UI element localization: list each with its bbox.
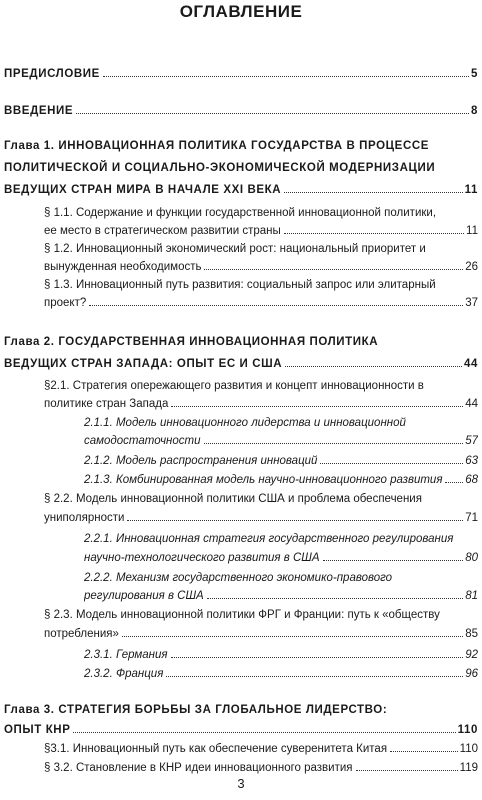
toc-page-number: 8 — [471, 105, 478, 117]
toc-leader-dots — [204, 269, 463, 270]
toc-entry-text: проект? — [44, 297, 87, 309]
toc-section-1-2-line-1: § 1.2. Инновационный экономический рост: национальный приоритет и — [44, 243, 426, 255]
toc-entry-section-3-1[interactable] — [44, 740, 478, 758]
toc-page-number: 71 — [465, 512, 478, 524]
toc-entry-chapter-3[interactable] — [4, 721, 478, 739]
toc-entry-text: ВЕДУЩИХ СТРАН МИРА В НАЧАЛЕ XXI ВЕКА — [4, 184, 282, 196]
toc-page-number: 92 — [465, 649, 478, 661]
toc-chapter-1-line-1: Глава 1. ИННОВАЦИОННАЯ ПОЛИТИКА ГОСУДАРСТВА В ПРОЦЕССЕ — [4, 140, 430, 152]
toc-leader-dots — [207, 598, 463, 599]
toc-leader-dots — [166, 676, 463, 677]
toc-section-2-3-line-1: § 2.3. Модель инновационной политики ФРГ и Франции: путь к «обществу — [44, 609, 440, 621]
toc-entry-text: ВВЕДЕНИЕ — [4, 105, 74, 117]
toc-entry-subsection-2-1-2[interactable] — [84, 452, 478, 470]
toc-entry-subsection-2-1-1[interactable] — [84, 432, 478, 450]
toc-leader-dots — [356, 770, 458, 771]
toc-subsection-2-1-1-line-1: 2.1.1. Модель инновационного лидерства и инновационной — [84, 417, 406, 429]
toc-page-number: 44 — [464, 358, 478, 370]
toc-page-number: 57 — [465, 435, 478, 447]
toc-page-number: 119 — [459, 762, 478, 774]
toc-entry-subsection-2-3-2[interactable] — [84, 665, 478, 683]
toc-subsection-2-2-1-line-1: 2.2.1. Инновационная стратегия государственного регулирования — [84, 533, 454, 545]
toc-page-number: 81 — [465, 590, 478, 602]
toc-leader-dots — [171, 406, 463, 407]
toc-entry-subsection-2-3-1[interactable] — [84, 646, 478, 664]
toc-page-number: 63 — [465, 455, 478, 467]
toc-leader-dots — [171, 657, 464, 658]
toc-entry-text: 2.3.1. Германия — [84, 649, 168, 661]
toc-entry-text: 2.3.2. Франция — [84, 668, 164, 680]
toc-entry-text: 2.1.2. Модель распространения инноваций — [84, 455, 318, 467]
toc-leader-dots — [320, 463, 463, 464]
toc-leader-dots — [76, 113, 469, 114]
toc-entry-text: самодостаточности — [84, 435, 201, 447]
toc-page-number: 11 — [464, 184, 478, 196]
toc-entry-preface[interactable] — [4, 65, 478, 83]
toc-entry-section-3-2[interactable] — [44, 759, 478, 777]
toc-entry-subsection-2-2-2[interactable] — [84, 587, 478, 605]
toc-leader-dots — [445, 482, 463, 483]
toc-chapter-3-line-1: Глава 3. СТРАТЕГИЯ БОРЬБЫ ЗА ГЛОБАЛЬНОЕ ЛИДЕРСТВО: — [4, 704, 388, 716]
toc-entry-text: политике стран Запада — [44, 398, 169, 410]
toc-entry-text: ВЕДУЩИХ СТРАН ЗАПАДА: ОПЫТ ЕС И США — [4, 358, 283, 370]
toc-section-1-1-line-1: § 1.1. Содержание и функции государственной инновационной политики, — [44, 207, 437, 219]
toc-entry-subsection-2-2-1[interactable] — [84, 549, 478, 567]
toc-section-1-3-line-1: § 1.3. Инновационный путь развития: социальный запрос или элитарный — [44, 279, 436, 291]
toc-page-number: 110 — [457, 724, 478, 736]
toc-entry-text: вынужденная необходимость — [44, 261, 202, 273]
toc-entry-subsection-2-1-3[interactable] — [84, 471, 478, 489]
toc-leader-dots — [122, 636, 463, 637]
toc-leader-dots — [89, 305, 463, 306]
toc-chapter-2-line-1: Глава 2. ГОСУДАРСТВЕННАЯ ИННОВАЦИОННАЯ ПОЛИТИКА — [4, 336, 379, 348]
toc-section-2-2-line-1: § 2.2. Модель инновационной политики США и проблема обеспечения — [44, 493, 422, 505]
toc-page-number: 68 — [465, 474, 478, 486]
toc-entry-text: ОПЫТ КНР — [4, 724, 71, 736]
toc-leader-dots — [323, 560, 464, 561]
toc-page-number: 37 — [465, 297, 478, 309]
toc-chapter-1-line-2: ПОЛИТИЧЕСКОЙ И СОЦИАЛЬНО-ЭКОНОМИЧЕСКОЙ МОДЕРНИЗАЦИИ — [4, 162, 436, 174]
page-number: 3 — [237, 776, 245, 791]
toc-entry-text: §3.1. Инновационный путь как обеспечение суверенитета Китая — [44, 743, 388, 755]
toc-leader-dots — [127, 520, 463, 521]
toc-entry-text: научно-технологического развития в США — [84, 552, 320, 564]
toc-page-number: 96 — [465, 668, 478, 680]
toc-entry-section-2-1[interactable] — [44, 395, 478, 413]
toc-section-2-1-line-1: §2.1. Стратегия опережающего развития и концепт инновационности в — [44, 380, 424, 392]
toc-entry-text: § 3.2. Становление в КНР идеи инновационного развития — [44, 762, 353, 774]
toc-page-number: 5 — [471, 68, 478, 80]
toc-page-number: 11 — [466, 225, 478, 237]
toc-entry-section-1-1[interactable] — [44, 222, 478, 240]
toc-leader-dots — [284, 192, 462, 193]
toc-entry-section-1-2[interactable] — [44, 258, 478, 276]
toc-subsection-2-2-2-line-1: 2.2.2. Механизм государственного экономико-правового — [84, 572, 393, 584]
toc-leader-dots — [73, 732, 455, 733]
toc-leader-dots — [103, 76, 469, 77]
toc-entry-section-2-3[interactable] — [44, 625, 478, 643]
toc-entry-chapter-1[interactable] — [4, 181, 478, 199]
toc-entry-text: униполярности — [44, 512, 125, 524]
toc-leader-dots — [285, 366, 462, 367]
toc-entry-text: регулирования в США — [84, 590, 204, 602]
toc-entry-text: ПРЕДИСЛОВИЕ — [4, 68, 100, 80]
toc-entry-text: потребления» — [44, 628, 119, 640]
toc-entry-chapter-2[interactable] — [4, 355, 478, 373]
toc-page-number: 26 — [465, 261, 478, 273]
toc-page-number: 44 — [465, 398, 478, 410]
toc-leader-dots — [204, 443, 464, 444]
toc-page-number: 85 — [465, 628, 478, 640]
toc-entry-text: 2.1.3. Комбинированная модель научно-инновационного развития — [84, 474, 443, 486]
toc-page-number: 110 — [459, 743, 478, 755]
toc-leader-dots — [284, 233, 464, 234]
toc-entry-introduction[interactable] — [4, 102, 478, 120]
toc-entry-section-2-2[interactable] — [44, 509, 478, 527]
toc-leader-dots — [390, 751, 458, 752]
page-title: ОГЛАВЛЕНИЕ — [179, 2, 303, 21]
toc-entry-section-1-3[interactable] — [44, 294, 478, 312]
toc-page-number: 80 — [465, 552, 478, 564]
toc-entry-text: ее место в стратегическом развитии страны — [44, 225, 281, 237]
